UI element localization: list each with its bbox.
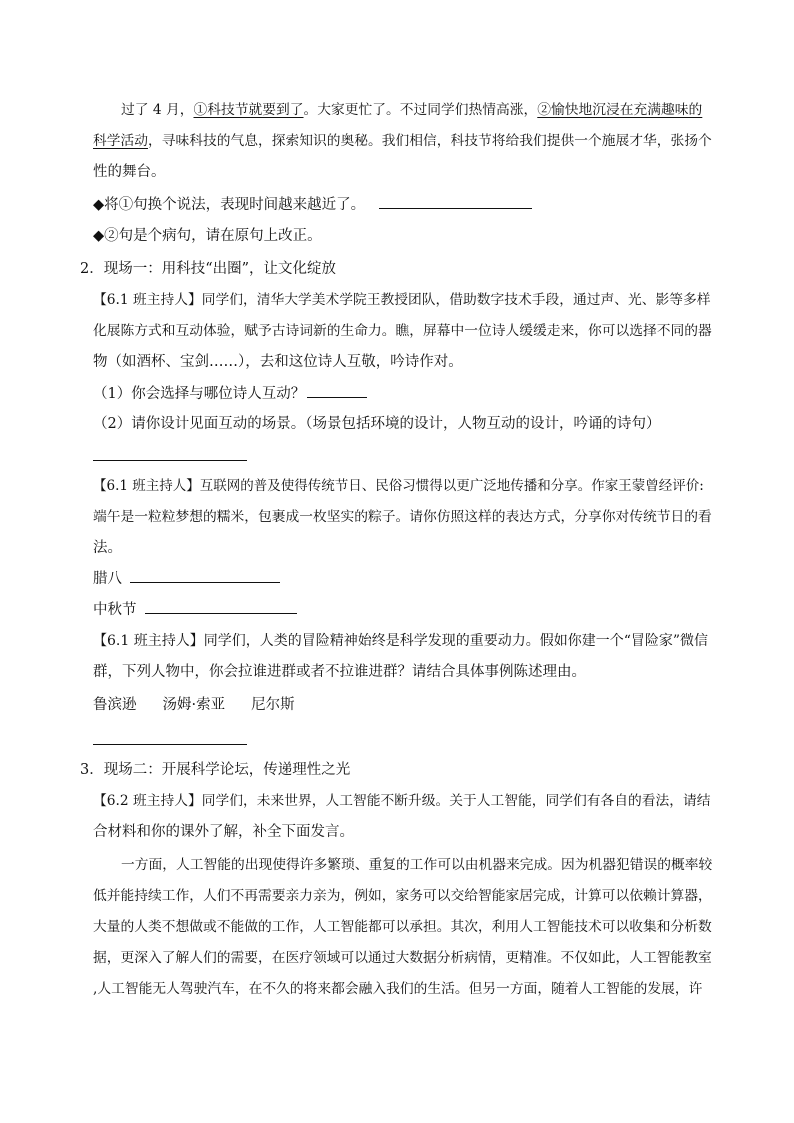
midautumn-label: 中秋节: [93, 602, 137, 618]
q2-paragraph-1-line-3: 物（如酒杯、宝剑……），去和这位诗人互敬，吟诗作对。: [93, 354, 463, 370]
q3-paragraph-2-line-4: 据，更深入了解人们的需要，在医疗领域可以通过大数据分析病情，更精准。不仅如此，人工智能教室: [93, 950, 712, 966]
q2-sub-question-1: [93, 384, 367, 404]
q2-paragraph-2-line-3: 法。: [93, 540, 122, 556]
midautumn-answer-row: [93, 600, 297, 620]
sentence-2-underlined-cont: 科学活动: [93, 133, 149, 149]
q2-paragraph-3-line-2: 群，下列人物中，你会拉谁进群或者不拉谁进群？请结合具体事例陈述理由。: [93, 664, 586, 680]
intro-line-3: 性的舞台。: [93, 164, 166, 180]
q3-paragraph-1-line-2: 合材料和你的课外了解，补全下面发言。: [93, 824, 354, 840]
intro-text: 过了 4 月，: [121, 102, 194, 118]
q2-paragraph-3-line-1: 【6.1 班主持人】同学们，人类的冒险精神始终是科学发现的重要动力。假如你建一个“冒险家”微信: [93, 633, 709, 649]
q2-paragraph-2-line-1: 【6.1 班主持人】互联网的普及使得传统节日、民俗习惯得以更广泛地传播和分享。作家王蒙曾经评价:: [93, 478, 704, 494]
answer-blank[interactable]: [130, 581, 280, 583]
sentence-2-underlined: ②愉快地沉浸在充满趣味的: [537, 102, 703, 118]
intro-text: ，寻味科技的气息，探索知识的奥秘。我们相信，科技节将给我们提供一个施展才华，张扬个: [148, 133, 712, 149]
task-1: [93, 195, 532, 215]
q2-paragraph-1-line-1: 【6.1 班主持人】同学们，清华大学美术学院王教授团队，借助数字技术手段，通过声、光、影等多样: [93, 292, 711, 308]
q3-paragraph-2-line-1: 一方面，人工智能的出现使得许多繁琐、重复的工作可以由机器来完成。因为机器犯错误的概率较: [121, 857, 713, 873]
q2-sub-question-2: （2）请你设计见面互动的场景。（场景包括环境的设计，人物互动的设计，吟诵的诗句）: [93, 416, 661, 432]
laba-label: 腊八: [93, 571, 122, 587]
q3-paragraph-2-line-2: 低并能持续工作，人们不再需要亲力亲为，例如，家务可以交给智能家居完成，计算可以依赖计算器，: [93, 888, 712, 904]
answer-blank[interactable]: [307, 396, 367, 398]
answer-line[interactable]: [93, 460, 247, 461]
answer-blank[interactable]: [145, 612, 297, 614]
intro-line-1: [121, 100, 702, 120]
task-1-text: ◆将①句换个说法，表现时间越来越近了。: [93, 197, 366, 213]
q2-paragraph-1-line-2: 化展陈方式和互动体验，赋予古诗词新的生命力。瞧，屏幕中一位诗人缓缓走来，你可以选择不同的器: [93, 323, 712, 339]
intro-line-2: [93, 131, 712, 151]
sentence-1-underlined: ①科技节就要到了: [193, 102, 304, 118]
name-nils: 尼尔斯: [251, 697, 295, 713]
q3-paragraph-2-line-5: ,人工智能无人驾驶汽车，在不久的将来都会融入我们的生活。但另一方面，随着人工智能的发展，许: [93, 981, 703, 997]
sub-question-1-text: （1）你会选择与哪位诗人互动？: [93, 386, 306, 402]
character-names: [93, 695, 295, 715]
question-3-heading: 3．现场二：开展科学论坛，传递理性之光: [80, 762, 351, 778]
question-2-heading: 2．现场一：用科技“出圈”，让文化绽放: [80, 261, 337, 277]
q2-paragraph-2-line-2: 端午是一粒粒梦想的糯米，包裹成一枚坚实的粽子。请你仿照这样的表达方式，分享你对传统节日的看: [93, 509, 712, 525]
laba-answer-row: [93, 569, 280, 589]
name-tom-sawyer: 汤姆·索亚: [162, 697, 226, 713]
q3-paragraph-1-line-1: 【6.2 班主持人】同学们，未来世界，人工智能不断升级。关于人工智能，同学们有各自的看法，请结: [93, 793, 711, 809]
q3-paragraph-2-line-3: 大量的人类不想做或不能做的工作，人工智能都可以承担。其次，利用人工智能技术可以收集和分析数: [93, 919, 712, 935]
name-robinson: 鲁滨逊: [93, 697, 137, 713]
answer-line[interactable]: [93, 744, 247, 745]
task-2: ◆②句是个病句，请在原句上改正。: [93, 228, 322, 244]
answer-blank[interactable]: [379, 207, 532, 209]
intro-text: 。大家更忙了。不过同学们热情高涨，: [303, 102, 538, 118]
